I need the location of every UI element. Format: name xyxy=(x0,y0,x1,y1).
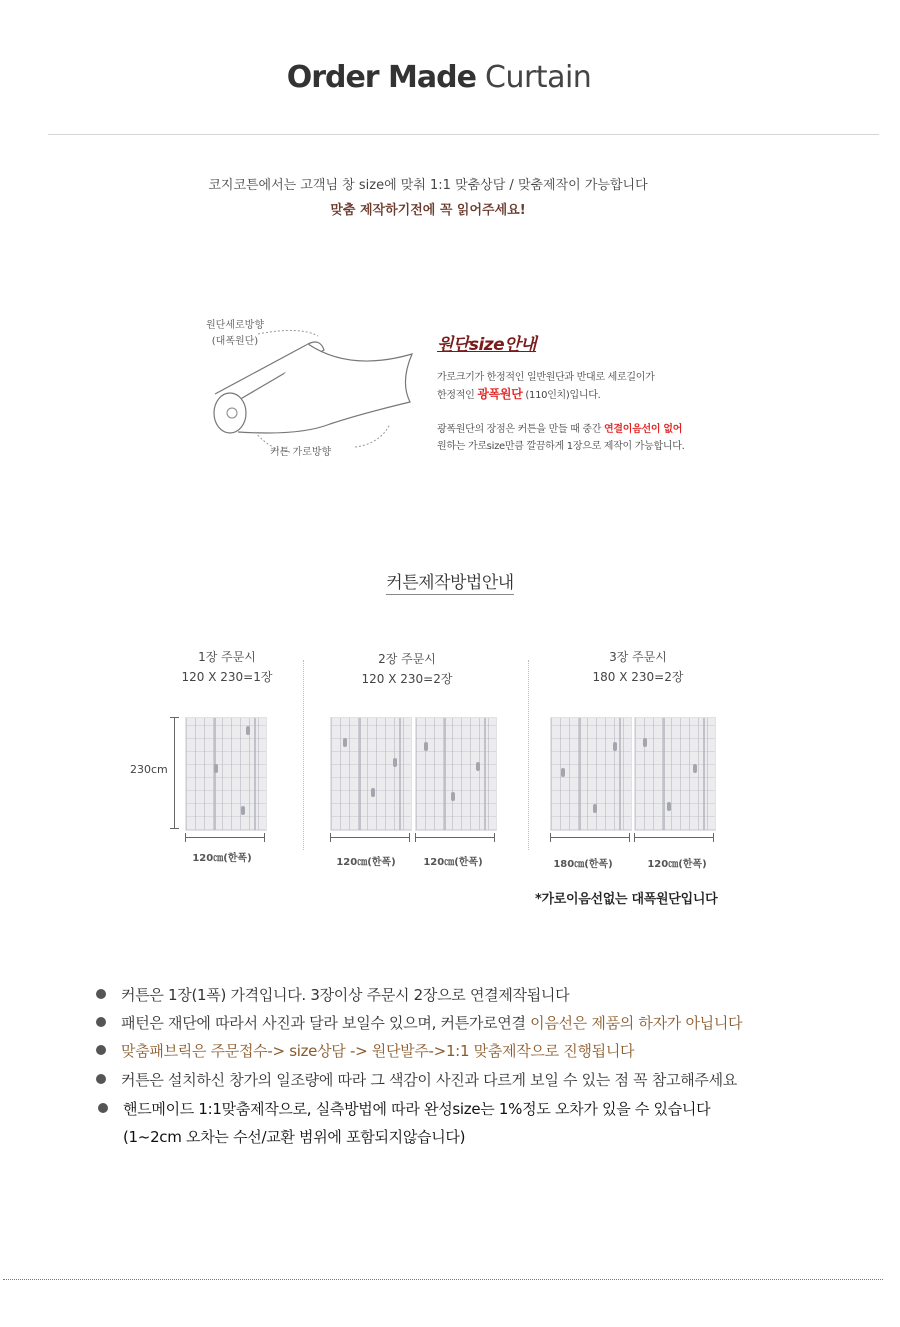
method-column-2-heading xyxy=(317,649,497,689)
swatch-motif xyxy=(561,768,565,777)
wide-fabric-highlight: 광폭원단 xyxy=(477,387,523,401)
notice-text: 패턴은 재단에 따라서 사진과 달라 보일수 있으며, 커튼가로연결 xyxy=(121,1014,531,1032)
width-dimension-line-1 xyxy=(185,837,265,838)
width-tick xyxy=(415,833,416,842)
page-title xyxy=(0,60,878,95)
fabric-size-text-2-post: (110인치)입니다. xyxy=(525,390,601,401)
curtain-swatch-3a xyxy=(550,717,632,831)
notice-text: 커튼은 1장(1폭) 가격입니다. 3장이상 주문시 2장으로 연결제작됩니다 xyxy=(121,986,570,1004)
width-label-2b: 120㎝(한폭) xyxy=(423,857,483,868)
seamless-note: *가로이음선없는 대폭원단입니다 xyxy=(535,892,718,907)
fabric-vertical-label-1: 원단세로방향 xyxy=(206,320,264,331)
column-1-formula: 120 X 230=1장 xyxy=(181,670,273,684)
notice-text: 맞춤패브릭은 주문접수-> size상담 -> 원단발주->1:1 맞춤제작으로 진행됩니다 xyxy=(121,1042,635,1060)
bullet-dot-icon xyxy=(96,1045,106,1055)
fabric-size-title: 원단size안내 xyxy=(437,335,537,355)
swatch-motif xyxy=(643,738,647,747)
swatch-motif xyxy=(593,804,597,813)
width-tick xyxy=(634,833,635,842)
bullet-dot-icon xyxy=(98,1103,108,1113)
curtain-swatch-1 xyxy=(185,717,267,831)
footer-divider xyxy=(3,1279,883,1280)
notice-highlight: 이음선은 제품의 하자가 아닙니다 xyxy=(530,1014,743,1032)
intro-text: 코지코튼에서는 고객님 창 size에 맞춰 1:1 맞춤상담 / 맞춤제작이 가능합니다 xyxy=(208,178,648,193)
width-dimension-line-3b xyxy=(634,837,714,838)
swatch-motif xyxy=(667,802,671,811)
fabric-vertical-label-2: (대폭원단) xyxy=(211,336,259,347)
width-label-2a: 120㎝(한폭) xyxy=(336,857,396,868)
swatch-motif xyxy=(393,758,397,767)
fabric-size-text-3-pre: 광폭원단의 장점은 커튼을 만들 때 중간 xyxy=(437,424,602,435)
fabric-horizontal-label: 커튼 가로방향 xyxy=(270,447,332,458)
fabric-size-text-3 xyxy=(437,420,682,435)
page-title-light: Curtain xyxy=(485,60,592,95)
notice-text: 커튼은 설치하신 창가의 일조량에 따라 그 색감이 사진과 다르게 보일 수 있는 점 꼭 참고해주세요 xyxy=(121,1071,737,1089)
width-dimension-line-2b xyxy=(415,837,495,838)
swatch-motif xyxy=(424,742,428,751)
column-1-title: 1장 주문시 xyxy=(198,650,256,664)
width-tick xyxy=(264,833,265,842)
swatch-motif xyxy=(241,806,245,815)
curtain-swatch-2b xyxy=(415,717,497,831)
swatch-motif xyxy=(214,764,218,773)
column-3-title: 3장 주문시 xyxy=(609,650,667,664)
swatch-motif xyxy=(476,762,480,771)
swatch-motif xyxy=(613,742,617,751)
fabric-size-text-2-pre: 한정적인 xyxy=(437,390,475,401)
swatch-motif xyxy=(371,788,375,797)
width-tick xyxy=(330,833,331,842)
width-label-3a: 180㎝(한폭) xyxy=(553,859,613,870)
notice-item xyxy=(96,1040,634,1061)
notice-item xyxy=(96,1069,737,1090)
column-divider-1 xyxy=(303,660,304,850)
intro-warning: 맞춤 제작하기전에 꼭 읽어주세요! xyxy=(330,203,526,218)
column-divider-2 xyxy=(528,660,529,850)
method-title-text: 커튼제작방법안내 xyxy=(386,568,513,595)
header-divider xyxy=(48,134,879,135)
width-tick xyxy=(629,833,630,842)
curtain-swatch-2a xyxy=(330,717,412,831)
notice-item xyxy=(96,984,569,1005)
height-label: 230cm xyxy=(130,763,168,776)
seamless-highlight: 연결이음선이 없어 xyxy=(604,424,683,435)
curtain-swatch-3b xyxy=(634,717,716,831)
notice-item xyxy=(98,1098,710,1119)
width-tick xyxy=(713,833,714,842)
width-tick xyxy=(494,833,495,842)
bullet-dot-icon xyxy=(96,1074,106,1084)
width-tick xyxy=(409,833,410,842)
column-2-formula: 120 X 230=2장 xyxy=(361,672,453,686)
fabric-size-text-4: 원하는 가로size만큼 깔끔하게 1장으로 제작이 가능합니다. xyxy=(437,441,685,452)
bullet-dot-icon xyxy=(96,1017,106,1027)
column-2-title: 2장 주문시 xyxy=(378,652,436,666)
notice-text: 핸드메이드 1:1맞춤제작으로, 실측방법에 따라 완성size는 1%정도 오차가 있을 수 있습니다 xyxy=(123,1100,711,1118)
swatch-motif xyxy=(693,764,697,773)
notice-item xyxy=(96,1012,742,1033)
bullet-dot-icon xyxy=(96,989,106,999)
width-dimension-line-3a xyxy=(550,837,630,838)
width-tick xyxy=(185,833,186,842)
fabric-size-text-1: 가로크기가 한정적인 일반원단과 반대로 세로길이가 xyxy=(437,372,655,383)
fabric-vertical-label xyxy=(190,318,280,350)
notice-subtext: (1~2cm 오차는 수선/교환 범위에 포함되지않습니다) xyxy=(123,1128,466,1146)
swatch-motif xyxy=(246,726,250,735)
column-3-formula: 180 X 230=2장 xyxy=(592,670,684,684)
width-label-1: 120㎝(한폭) xyxy=(192,853,252,864)
width-label-3b: 120㎝(한폭) xyxy=(647,859,707,870)
page-title-bold: Order Made xyxy=(286,60,476,95)
method-column-3-heading xyxy=(548,647,728,687)
swatch-motif xyxy=(343,738,347,747)
method-column-1-heading xyxy=(137,647,317,687)
swatch-motif xyxy=(451,792,455,801)
width-dimension-line-2a xyxy=(330,837,410,838)
height-dimension-line xyxy=(174,717,175,829)
width-tick xyxy=(550,833,551,842)
method-title xyxy=(0,568,900,595)
fabric-size-text-2 xyxy=(437,385,600,402)
